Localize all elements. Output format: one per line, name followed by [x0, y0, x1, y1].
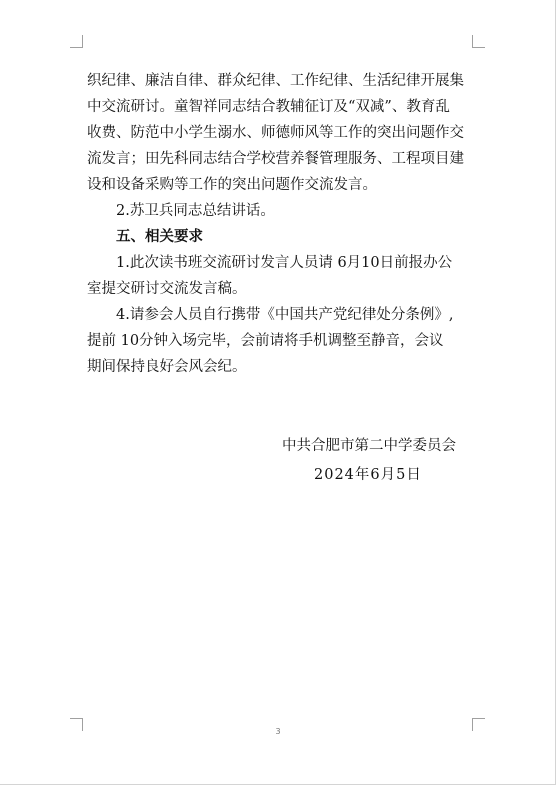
page-number: 3: [275, 727, 281, 736]
crop-mark-top-right: [472, 35, 485, 48]
text-line: 2.苏卫兵同志总结讲话。: [116, 203, 275, 219]
text-line: 设和设备采购等工作的突出问题作交流发言。: [87, 177, 377, 193]
text-line: 流发言；田先科同志结合学校营养餐管理服务、工程项目建: [87, 151, 464, 167]
paragraph-discussion: [87, 68, 479, 198]
paragraph-summary-speech: [87, 198, 479, 224]
text-line: 1.此次读书班交流研讨发言人员请 6月10日前报办公: [116, 255, 453, 271]
text-line: 4.请参会人员自行携带《中国共产党纪律处分条例》,: [116, 307, 454, 323]
paragraph-requirement-1: [87, 250, 479, 302]
paragraph-requirement-4: [87, 302, 479, 380]
text-line: 收费、防范中小学生溺水、师德师风等工作的突出问题作交: [87, 125, 464, 141]
section-heading: [87, 224, 479, 250]
text-line: 中交流研讨。童智祥同志结合教辅征订及“双减”、教育乱: [87, 99, 450, 115]
text-line: 提前 10分钟入场完毕，会前请将手机调整至静音，会议: [87, 333, 444, 349]
section-heading-text: 五、相关要求: [116, 229, 203, 245]
text-line: 室提交研讨交流发言稿。: [87, 281, 247, 297]
text-line: 织纪律、廉洁自律、群众纪律、工作纪律、生活纪律开展集: [87, 73, 464, 89]
signature-organization: 中共合肥市第二中学委员会: [282, 438, 456, 454]
signature-date: 2024年6月5日: [314, 467, 422, 483]
text-line: 期间保持良好会风会纪。: [87, 359, 247, 375]
document-body: [87, 68, 479, 380]
crop-mark-top-left: [70, 35, 83, 48]
